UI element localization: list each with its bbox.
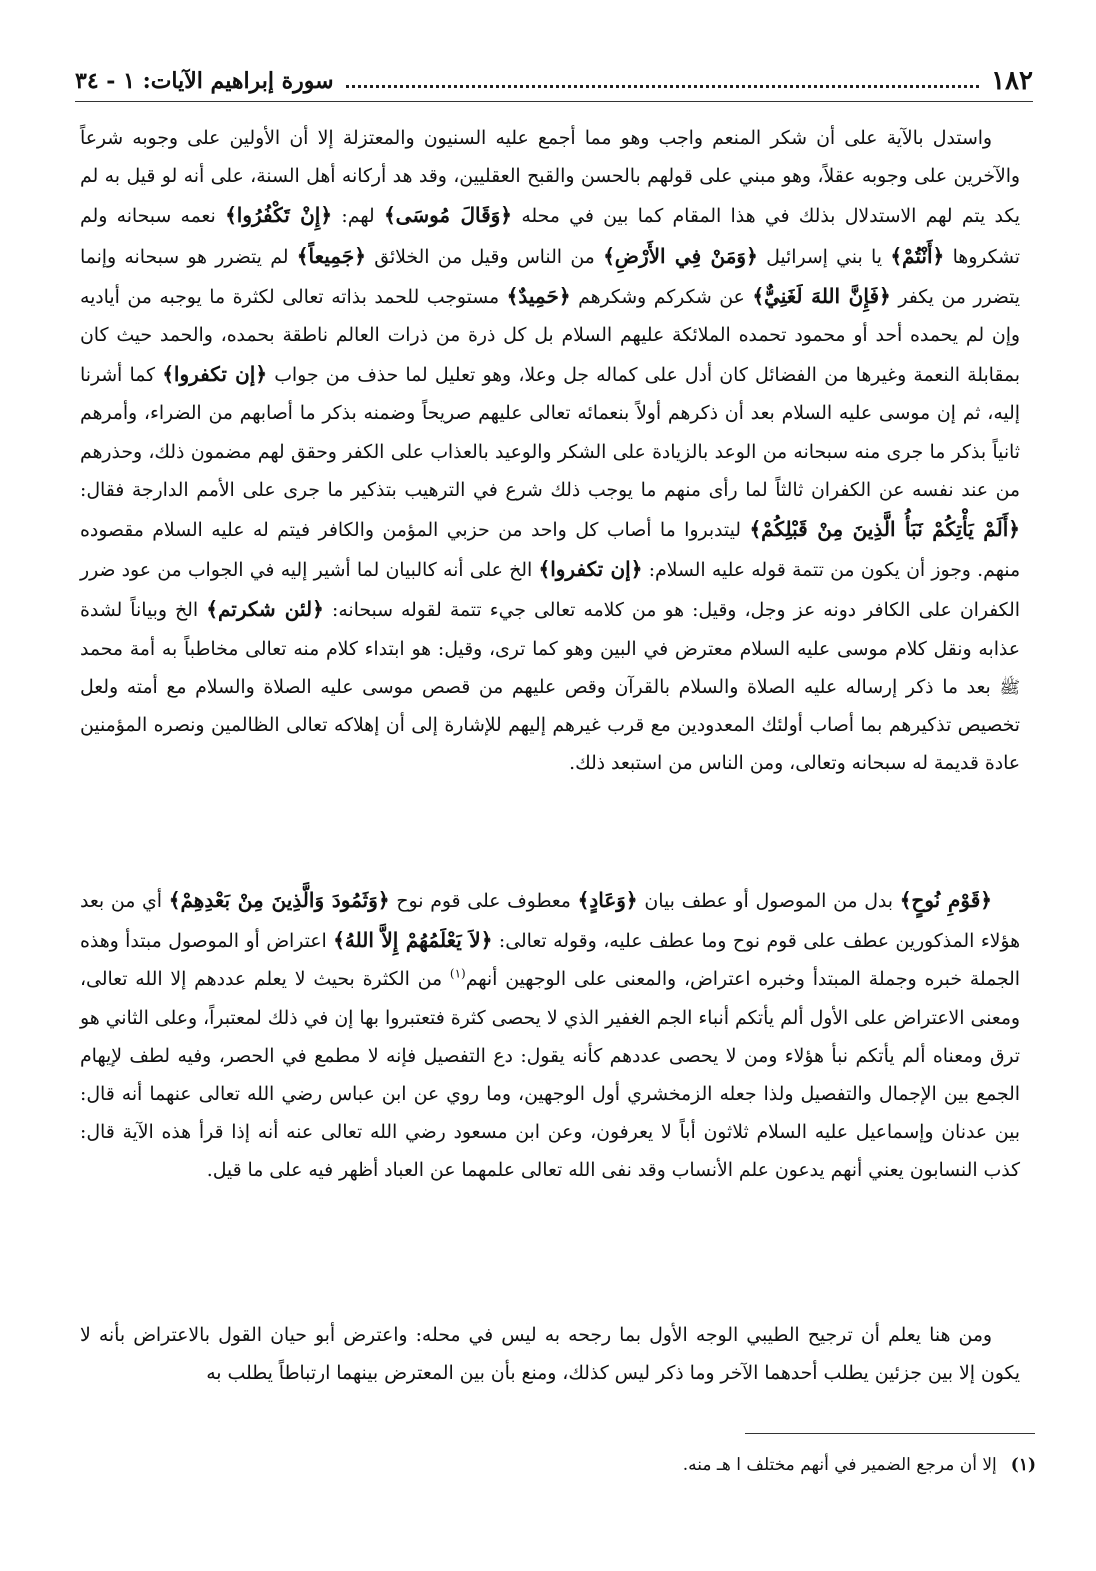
paragraph-text: ومن هنا يعلم أن ترجيح الطيبي الوجه الأول بما رجحه به ليس في محله: واعترض أبو حيان القول بالاعتراض بأنه لا يكون إلا بين جزئين يطلب أحدهما الآخر وما ذكر ليس كذلك، ومنع بأن بين المعترض بينهما ارتباطاً يطلب به xyxy=(80,1325,1020,1385)
quran-quote: ﴿فَإِنَّ اللهَ لَغَنِيٌّ﴾ xyxy=(752,283,891,308)
text-run: ليتدبروا ما أصاب كل واحد من حزبي المؤمن والكافر فيتم له عليه السلام مقصوده منهم. وجوز أن يكون من تتمة قوله عليه السلام: xyxy=(80,520,1021,582)
quran-quote: ﴿حَمِيدٌ﴾ xyxy=(506,283,571,308)
paragraph-text xyxy=(80,120,1020,783)
quran-quote: ﴿وَمَنْ فِي الأَرْضِ﴾ xyxy=(603,243,758,268)
text-run: واستدل بالآية على أن شكر المنعم واجب وهو مما أجمع عليه السنيون والمعتزلة إلا أن الأولين على وجوبه شرعاً والآخرين على وجوبه عقلاً، وهو مبني على قولهم بالحسن والقبح العقليين، وقد هد أركانه أهل السنة، على أنه لو قيل به لم يكد يتم لهم الاستدلال بذلك في هذا المقام كما بين في محله xyxy=(80,128,1021,228)
text-run: الخ وبياناً لشدة عذابه ونقل كلام موسى عليه السلام معترض في البين وهو كما ترى، وقيل: هو ابتداء كلام منه تعالى مخاطباً به أمة محمد xyxy=(80,600,1020,660)
paragraph-text xyxy=(80,881,1020,1191)
text-run: اعتراض أو الموصول مبتدأ وهذه الجملة خبره وجملة المبتدأ وخبره اعتراض، والمعنى على الوجهين أنهم xyxy=(80,931,1020,991)
text-run: لم يتضرر هو سبحانه وإنما يتضرر من يكفر xyxy=(80,246,1020,308)
quran-quote: ﴿وَثَمُودَ وَالَّذِينَ مِنْ بَعْدِهِمْ﴾ xyxy=(168,888,390,912)
text-run: لهم: xyxy=(332,206,384,228)
text-run: يا بني إسرائيل xyxy=(757,246,891,268)
quran-quote: ﴿وَعَادٍ﴾ xyxy=(577,888,638,912)
text-run: من الناس وقيل من الخلائق xyxy=(365,246,604,268)
footnote-marker: (١) xyxy=(449,967,466,982)
footnote-text: إلا أن مرجع الضمير في أنهم مختلف ا هـ منه. xyxy=(682,1455,997,1475)
salawat-ligature: ﷺ xyxy=(999,677,1020,698)
quran-quote: ﴿جَمِيعاً﴾ xyxy=(296,243,366,268)
footnote-rule xyxy=(745,1433,1035,1434)
quran-quote: ﴿لئن شكرتم﴾ xyxy=(206,597,324,622)
header-rule xyxy=(75,101,1033,102)
quran-quote: ﴿قَوْمِ نُوحٍ﴾ xyxy=(899,888,992,912)
footnote xyxy=(683,1452,1036,1478)
text-run: بدل من الموصول أو عطف بيان xyxy=(637,891,900,912)
text-run: من الكثرة بحيث لا يعلم عددهم إلا الله تعالى، ومعنى الاعتراض على الأول ألم يأتكم أنباء الجم الغفير الذي لا يحصى كثرة فتعتبروا بها إن في ذلك لمعتبراً، وعلى الثاني هو ترق ومعناه ألم يأتكم نبأ هؤلاء ومن لا يحصى عددهم كأنه يقول: دع التفصيل فإنه لا مطمع في الحصر، وفيه لطف لإيهام الجمع بين الإجمال والتفصيل ولذا جعله الزمخشري أول الوجهين، وما روي عن ابن عباس رضي الله تعالى عنهما أنه قال: بين عدنان وإسماعيل عليه السلام ثلاثون أباً لا يعرفون، وعن ابن مسعود رضي الله تعالى عنه أنه إذا قرأ هذه الآية قال: كذب النسابون يعني أنهم يدعون علم الأنساب وقد نفى الله تعالى علمهما عن العباد أظهر فيه على ما قيل. xyxy=(80,969,1020,1182)
quran-quote: ﴿إن تكفروا﴾ xyxy=(538,557,643,582)
quran-quote: ﴿إن تكفروا﴾ xyxy=(162,362,268,387)
paragraph-tarjih xyxy=(80,1317,1020,1393)
text-run: عن شكركم وشكرهم xyxy=(570,286,753,308)
quran-quote: ﴿لاَ يَعْلَمُهُمْ إِلاَّ اللهُ﴾ xyxy=(333,928,493,953)
paragraph-qawm-nuh xyxy=(80,881,1020,1191)
text-run: نعمه سبحانه ولم تشكروها xyxy=(80,206,1020,268)
text-run: أي من بعد هؤلاء المذكورين عطف على قوم نوح وما عطف عليه، وقوله تعالى: xyxy=(80,891,1020,953)
page-header xyxy=(75,62,1033,96)
quran-quote: ﴿إِنْ تَكْفُرُوا﴾ xyxy=(225,203,333,228)
text-run: معطوف على قوم نوح xyxy=(389,891,578,912)
paragraph-istidlal xyxy=(80,120,1020,783)
page-number: ١٨٢ xyxy=(991,66,1033,96)
header-dot-leader xyxy=(346,85,980,88)
text-run: بعد ما ذكر إرساله عليه الصلاة والسلام بالقرآن وقص عليهم من قصص موسى عليه الصلاة والسلام مع أمته ولعل تخصيص تذكيرهم بما أصاب أولئك المعدودين مع قرب غيرهم إليهم للإشارة إلى أن إهلاكه تعالى الظالمين ونصره المؤمنين عادة قديمة له سبحانه وتعالى، ومن الناس من استبعد ذلك. xyxy=(80,676,1020,775)
quran-quote: ﴿أَلَمْ يَأْتِكُمْ نَبَأُ الَّذِينَ مِنْ قَبْلِكُمْ﴾ xyxy=(749,517,1020,542)
surah-title: سورة إبراهيم الآيات: ١ - ٣٤ xyxy=(75,68,334,94)
text-run: مستوجب للحمد بذاته تعالى لكثرة ما يوجبه من أياديه وإن لم يحمده أحد أو محمود تحمده الملائكة عليهم السلام بل كل ذرة من ذرات العالم ناطقة بحمده، والحمد حيث كان بمقابلة النعمة وغيرها من الفضائل كان أدل على كماله جل وعلا، وهو تعليل لما حذف من جواب xyxy=(80,286,1020,387)
text-run: الخ على أنه كالبيان لما أشير إليه في الجواب من عود ضرر الكفران على الكافر دونه عز وجل، وقيل: هو من كلامه تعالى جيء تتمة لقوله سبحانه: xyxy=(80,560,1020,622)
text-run: كما أشرنا إليه، ثم إن موسى عليه السلام بعد أن ذكرهم أولاً بنعمائه تعالى عليهم صريحاً وضمنه بذكر ما أصابهم من الضراء، وأمرهم ثانياً بذكر ما جرى منه سبحانه من الوعد بالزيادة على الشكر والوعيد بالعذاب على الكفر وحقق لهم مضمون ذلك، وحذرهم من عند نفسه عن الكفران ثالثاً لما رأى منهم ما يوجب ذلك شرع في الترهيب بتذكير ما جرى على الأمم الدارجة فقال: xyxy=(80,365,1020,501)
quran-quote: ﴿وَقَالَ مُوسَى﴾ xyxy=(383,203,513,228)
quran-quote: ﴿أَنْتُمْ﴾ xyxy=(890,243,945,268)
footnote-number: (١) xyxy=(1010,1455,1036,1475)
